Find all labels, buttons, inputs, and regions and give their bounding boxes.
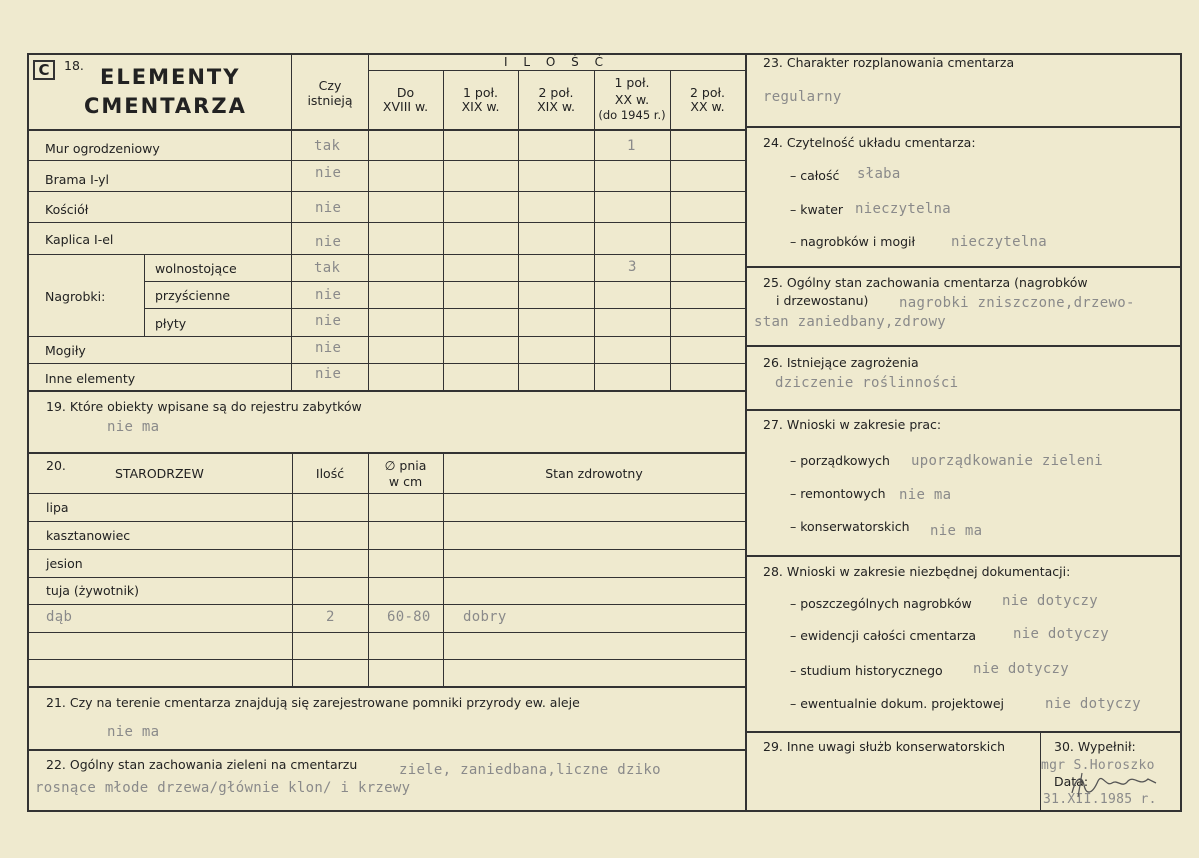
header-istnieja: istnieją xyxy=(307,93,353,108)
section-24-calosc-label: – całość xyxy=(790,168,840,183)
section-28-c-label: – studium historycznego xyxy=(790,663,943,678)
section-27-kons-label: – konserwatorskich xyxy=(790,519,910,534)
exists-plyty: nie xyxy=(315,313,342,329)
exists-wolnostojace: tak xyxy=(314,260,341,276)
section-letter-box: C xyxy=(33,60,55,80)
section-22-value-line1: ziele, zaniedbana,liczne dziko xyxy=(399,762,661,778)
section-18-title-line2: CMENTARZA xyxy=(84,94,247,118)
row-label-nagrobki: Nagrobki: xyxy=(45,289,106,304)
tree-dab: dąb xyxy=(46,609,73,625)
section-24-calosc-value: słaba xyxy=(857,166,901,182)
section-24-nagrobkow-label: – nagrobków i mogił xyxy=(790,234,916,249)
column-divider xyxy=(745,53,747,812)
header-czy: Czy xyxy=(318,78,342,93)
section-23-label: 23. Charakter rozplanowania cmentarza xyxy=(763,55,1015,70)
period-header: XX w. xyxy=(690,99,725,114)
section-27-porz-value: uporządkowanie zieleni xyxy=(911,453,1104,469)
section-27-kons-value: nie ma xyxy=(930,523,983,539)
section-28-label: 28. Wnioski w zakresie niezbędnej dokumentacji: xyxy=(763,564,1071,579)
section-27-porz-label: – porządkowych xyxy=(790,453,890,468)
exists-brama: nie xyxy=(315,165,342,181)
section-26-label: 26. Istniejące zagrożenia xyxy=(763,355,919,370)
section-28-c-value: nie dotyczy xyxy=(973,661,1070,677)
section-22-label: 22. Ogólny stan zachowania zieleni na cmentarzu xyxy=(46,757,358,772)
section-18-title-line1: ELEMENTY xyxy=(100,65,241,89)
tree-jesion: jesion xyxy=(46,556,83,571)
section-23-value: regularny xyxy=(763,89,842,105)
section-25-label-line2: i drzewostanu) xyxy=(776,293,869,308)
section-27-rem-label: – remontowych xyxy=(790,486,886,501)
section-24-nagrobkow-value: nieczytelna xyxy=(951,234,1048,250)
period-header: XX w. xyxy=(614,92,650,107)
section-28-a-label: – poszczególnych nagrobków xyxy=(790,596,972,611)
period-header: XIX w. xyxy=(537,99,575,114)
section-27-label: 27. Wnioski w zakresie prac: xyxy=(763,417,942,432)
section-28-a-value: nie dotyczy xyxy=(1002,593,1099,609)
section-28-d-label: – ewentualnie dokum. projektowej xyxy=(790,696,1005,711)
section-28-b-label: – ewidencji całości cmentarza xyxy=(790,628,977,643)
tree-dab-diameter: 60-80 xyxy=(387,609,431,625)
exists-kosciol: nie xyxy=(315,200,342,216)
row-label-inne: Inne elementy xyxy=(45,371,136,386)
period-header: 2 poł. xyxy=(538,85,574,100)
section-30-label: 30. Wypełnił: xyxy=(1054,739,1136,754)
count-mur: 1 xyxy=(627,138,636,154)
row-label-mogily: Mogiły xyxy=(45,343,86,358)
section-19-value: nie ma xyxy=(107,419,160,435)
header-fi: ∅ pnia xyxy=(384,458,427,473)
header-stan: Stan zdrowotny xyxy=(545,466,643,481)
row-label-kaplica: Kaplica I-el xyxy=(45,232,114,247)
exists-inne: nie xyxy=(315,366,342,382)
section-20-title: STARODRZEW xyxy=(115,466,204,481)
section-29-label: 29. Inne uwagi służb konserwatorskich xyxy=(763,739,1005,754)
row-label-wolnostojace: wolnostojące xyxy=(155,261,237,276)
row-label-brama: Brama I-yl xyxy=(45,172,110,187)
period-header: XIX w. xyxy=(461,99,500,114)
section-21-label: 21. Czy na terenie cmentarza znajdują się zarejestrowane pomniki przyrody ew. aleje xyxy=(46,695,580,710)
tree-tuja: tuja (żywotnik) xyxy=(46,583,140,598)
tree-dab-count: 2 xyxy=(326,609,335,625)
header-ilosc-trees: Ilość xyxy=(315,466,345,481)
tree-lipa: lipa xyxy=(46,500,69,515)
section-27-rem-value: nie ma xyxy=(899,487,952,503)
section-30-name: mgr S.Horoszko xyxy=(1041,758,1155,773)
section-24-kwater-label: – kwater xyxy=(790,202,844,217)
exists-przyscienne: nie xyxy=(315,287,342,303)
row-label-mur: Mur ogrodzeniowy xyxy=(45,141,160,156)
header-ilosc: I L O Ś Ć xyxy=(504,55,609,69)
section-25-value-line1: nagrobki zniszczone,drzewo- xyxy=(899,295,1135,311)
exists-mur: tak xyxy=(314,138,341,154)
count-wolnostojace: 3 xyxy=(628,259,637,275)
section-21-value: nie ma xyxy=(107,724,160,740)
row-label-plyty: płyty xyxy=(155,316,187,331)
section-18-number: 18. xyxy=(64,58,84,73)
section-24-label: 24. Czytelność układu cmentarza: xyxy=(763,135,976,150)
section-30-date: 31.XII.1985 r. xyxy=(1043,792,1157,807)
period-header: 2 poł. xyxy=(689,85,726,100)
exists-mogily: nie xyxy=(315,340,342,356)
section-19-label: 19. Które obiekty wpisane są do rejestru zabytków xyxy=(46,399,362,414)
row-label-przyscienne: przyścienne xyxy=(155,288,231,303)
period-header: XVIII w. xyxy=(382,99,429,114)
period-header: 1 poł. xyxy=(614,75,650,90)
section-25-value-line2: stan zaniedbany,zdrowy xyxy=(754,314,947,330)
row-label-kosciol: Kościół xyxy=(45,202,89,217)
tree-kasztanowiec: kasztanowiec xyxy=(46,528,131,543)
section-22-value-line2: rosnące młode drzewa/głównie klon/ i krzewy xyxy=(35,780,411,796)
section-25-label-line1: 25. Ogólny stan zachowania cmentarza (nagrobków xyxy=(763,275,1088,290)
period-header: 1 poł. xyxy=(462,85,499,100)
section-28-d-value: nie dotyczy xyxy=(1045,696,1142,712)
section-20-number: 20. xyxy=(46,458,66,473)
header-fi-unit: w cm xyxy=(388,474,423,489)
period-header: (do 1945 r.) xyxy=(598,108,666,122)
period-header: Do xyxy=(396,85,415,100)
section-28-b-value: nie dotyczy xyxy=(1013,626,1110,642)
exists-kaplica: nie xyxy=(315,234,342,250)
section-24-kwater-value: nieczytelna xyxy=(855,201,952,217)
section-30-date-label: Data: xyxy=(1054,774,1089,789)
tree-dab-condition: dobry xyxy=(463,609,507,625)
section-26-value: dziczenie roślinności xyxy=(775,375,959,391)
signature xyxy=(1062,765,1162,805)
